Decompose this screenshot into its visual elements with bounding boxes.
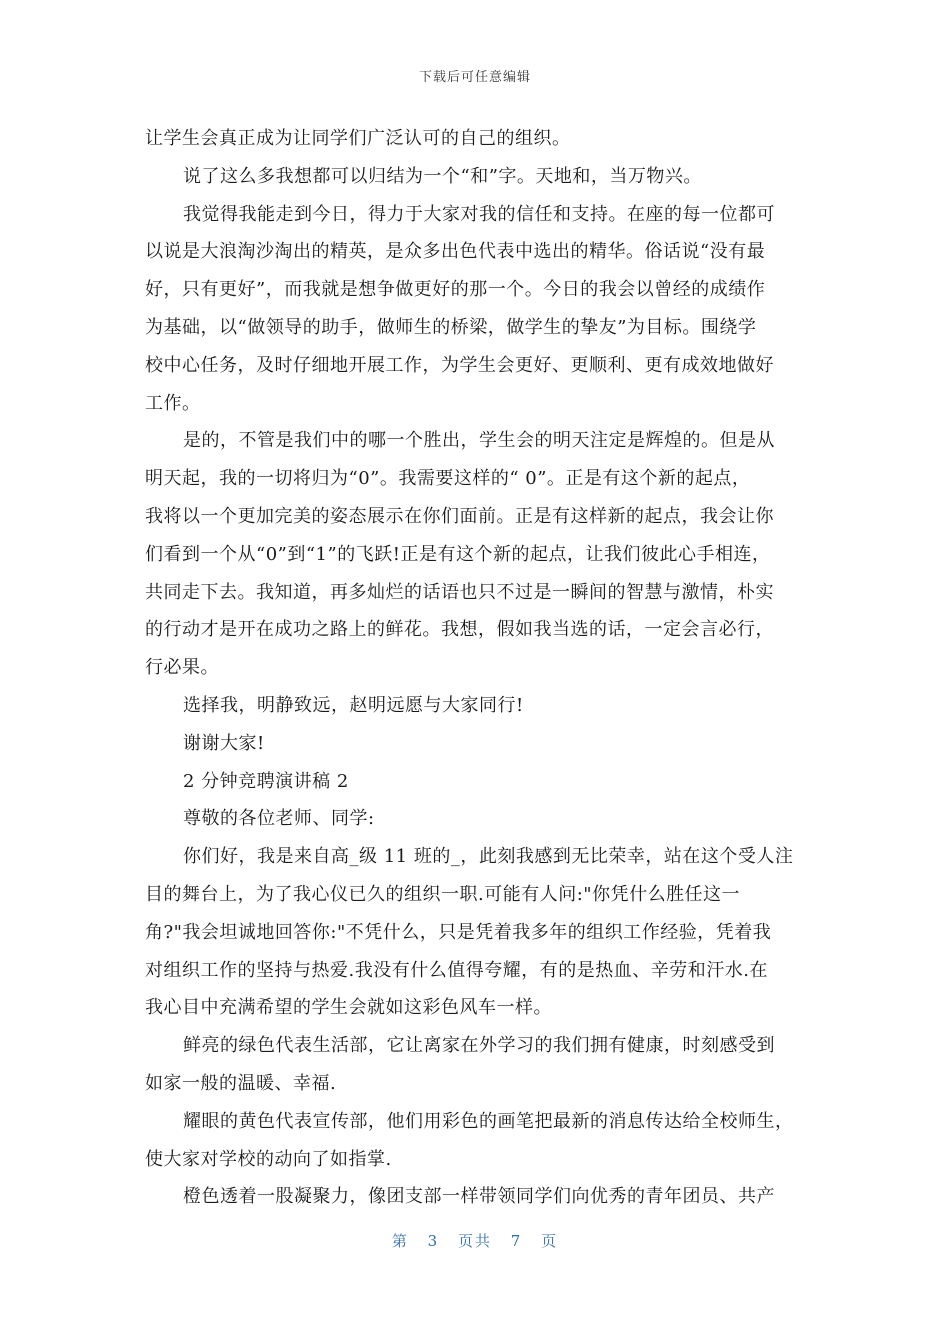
paragraph-line: 为基础，以“做领导的助手，做师生的桥梁，做学生的挚友”为目标。围绕学 <box>145 316 757 338</box>
paragraph-line: 以说是大浪淘沙淘出的精英，是众多出色代表中选出的精华。俗话说“没有最 <box>145 241 766 263</box>
paragraph-line: 们看到一个从“0”到“1”的飞跃!正是有这个新的起点，让我们彼此心手相连， <box>145 543 771 565</box>
paragraph-line: 让学生会真正成为让同学们广泛认可的自己的组织。 <box>145 128 571 149</box>
paragraph-line: 工作。 <box>145 392 201 414</box>
header-note: 下载后可任意编辑 <box>418 70 531 85</box>
paragraph-line: 你们好，我是来自高_级 11 班的_，此刻我感到无比荣幸，站在这个受人注 <box>183 846 794 868</box>
paragraph-line: 好，只有更好”，而我就是想争做更好的那一个。今日的我会以曾经的成绩作 <box>145 279 766 301</box>
paragraph-line: 的行动才是开在成功之路上的鲜花。我想，假如我当选的话，一定会言必行， <box>145 619 774 641</box>
paragraph-line: 行必果。 <box>145 657 219 679</box>
paragraph-line: 橙色透着一股凝聚力，像团支部一样带领同学们向优秀的青年团员、共产 <box>183 1186 775 1208</box>
paragraph-line: 选择我，明静致远，赵明远愿与大家同行! <box>183 694 524 716</box>
paragraph-line: 我心目中充满希望的学生会就如这彩色风车一样。 <box>145 997 552 1019</box>
paragraph-line: 2 分钟竞聘演讲稿 2 <box>183 770 349 792</box>
paragraph-line: 使大家对学校的动向了如指掌. <box>145 1148 392 1170</box>
paragraph-line: 谢谢大家! <box>183 732 265 754</box>
document-body <box>145 120 825 1216</box>
paragraph-line: 鲜亮的绿色代表生活部，它让离家在外学习的我们拥有健康，时刻感受到 <box>183 1035 775 1057</box>
paragraph-line: 尊敬的各位老师、同学: <box>183 808 375 830</box>
paragraph-line: 是的，不管是我们中的哪一个胜出，学生会的明天注定是辉煌的。但是从 <box>183 430 775 452</box>
paragraph-line: 校中心任务，及时仔细地开展工作，为学生会更好、更顺利、更有成效地做好 <box>145 354 774 376</box>
page-number-footer: 第 3 页共 7 页 <box>391 1232 559 1250</box>
paragraph-line: 我将以一个更加完美的姿态展示在你们面前。正是有这样新的起点，我会让你 <box>145 505 774 527</box>
paragraph-line: 对组织工作的坚持与热爱.我没有什么值得夸耀，有的是热血、辛劳和汗水.在 <box>145 959 768 981</box>
paragraph-line: 说了这么多我想都可以归结为一个“和”字。天地和，当万物兴。 <box>183 165 702 187</box>
paragraph-line: 如家一般的温暖、幸福. <box>145 1072 337 1094</box>
paragraph-line: 角?"我会坦诚地回答你:"不凭什么，只是凭着我多年的组织工作经验，凭着我 <box>145 921 772 943</box>
paragraph-line: 明天起，我的一切将归为“0”。我需要这样的“ 0”。正是有这个新的起点， <box>145 468 751 490</box>
paragraph-line: 目的舞台上，为了我心仪已久的组织一职.可能有人问:"你凭什么胜任这一 <box>145 883 741 905</box>
paragraph-line: 共同走下去。我知道，再多灿烂的话语也只不过是一瞬间的智慧与激情，朴实 <box>145 581 774 603</box>
paragraph-line: 耀眼的黄色代表宣传部，他们用彩色的画笔把最新的消息传达给全校师生， <box>183 1110 794 1132</box>
paragraph-line: 我觉得我能走到今日，得力于大家对我的信任和支持。在座的每一位都可 <box>183 203 775 225</box>
